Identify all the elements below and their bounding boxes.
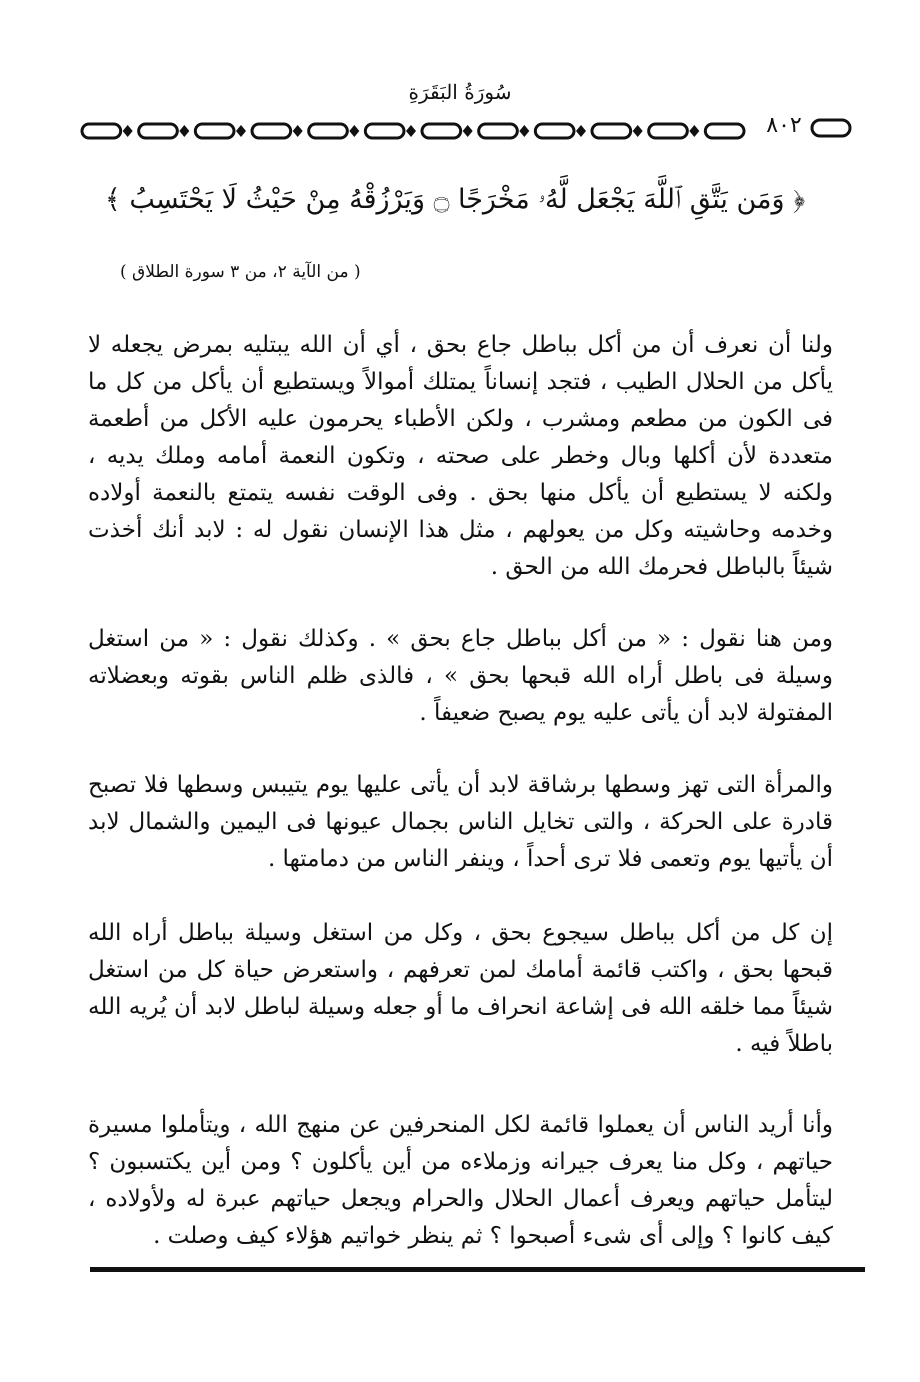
ornament-diamond: [463, 125, 473, 137]
ornament-diamond: [293, 125, 303, 137]
ornament-diamond: [349, 125, 359, 137]
verse-reference: ( من الآية ٢، من ٣ سورة الطلاق ): [120, 262, 361, 282]
quran-verse: ﴿ وَمَن يَتَّقِ ٱللَّهَ يَجْعَل لَّهُۥ مَخْرَجًا ۝ وَيَرْزُقْهُ مِنْ حَيْثُ لَا يَحْتَسِبُ ﴾: [104, 184, 806, 215]
ornament-oval: [705, 124, 744, 138]
ornament-oval: [479, 124, 518, 138]
ornament-oval: [592, 124, 631, 138]
ornament-diamond: [576, 125, 586, 137]
ornament-oval: [649, 124, 688, 138]
ornament-oval: [309, 124, 348, 138]
paragraph-4: إن كل من أكل بباطل سيجوع بحق ، وكل من استغل وسيلة بباطل أراه الله قبحها بحق ، واكتب قائمة أمامك لمن تعرفهم ، واستعرض حياة كل من استغل شيئاً مما خلقه الله فى إشاعة انحراف ما أو جعله وسيلة لباطل لابد أن يُريه الله باطلاً فيه .: [88, 920, 833, 1057]
ornament-oval: [365, 124, 404, 138]
ornament-diamond: [406, 125, 416, 137]
ornament-oval: [82, 124, 121, 138]
ornament-diamond: [236, 125, 246, 137]
ornament-diamond: [689, 125, 699, 137]
ornament-oval: [535, 124, 574, 138]
paragraph-5: وأنا أريد الناس أن يعملوا قائمة لكل المنحرفين عن منهج الله ، ويتأملوا مسيرة حياتهم ، وكل منا يعرف جيرانه وزملاءه من أين يأكلون ؟ ومن أين يكتسبون ؟ ليتأمل حياتهم ويعرف أعمال الحلال والحرام ويجعل حياتهم عبرة له ولأولاده ، كيف كانوا ؟ وإلى أى شىء أصبحوا ؟ ثم ينظر خواتيم هؤلاء كيف وصلت .: [88, 1112, 833, 1249]
paragraph-2: ومن هنا نقول : « من أكل بباطل جاع بحق » . وكذلك نقول : « من استغل وسيلة فى باطل أراه الله قبحها بحق » ، فالذى ظلم الناس بقوته وبعضلاته المفتولة لابد أن يأتى عليه يوم يصبح ضعيفاً .: [88, 626, 833, 726]
ornament-diamond: [519, 125, 529, 137]
ornament-band: [78, 116, 758, 146]
ornament-oval: [252, 124, 291, 138]
ornament-diamond: [179, 125, 189, 137]
footer-rule: [90, 1267, 865, 1272]
paragraph-1: ولنا أن نعرف أن من أكل بباطل جاع بحق ، أي أن الله يبتليه بمرض يجعله لا يأكل من الحلال الطيب ، فتجد إنساناً يمتلك أموالاً ويستطيع أن يأكل من كل ما فى الكون من مطعم ومشرب ، ولكن الأطباء يحرمون عليه الأكل من أطعمة متعددة لأن أكلها وبال وخطر على صحته ، وتكون النعمة أمامه وملك يديه ، ولكنه لا يستطيع أن يأكل منها بحق . وفى الوقت نفسه يتمتع بالنعمة أولاده وخدمه وحاشيته وكل من يعولهم ، مثل هذا الإنسان نقول له : لابد أنك أخذت شيئاً بالباطل فحرمك الله من الحق .: [88, 332, 833, 580]
ornament-diamond: [633, 125, 643, 137]
ornament-oval: [195, 124, 234, 138]
ornament-oval: [139, 124, 178, 138]
ornament-diamond: [123, 125, 133, 137]
surah-title: سُورَةُ البَقَرَةِ: [408, 80, 512, 104]
ornament-oval: [422, 124, 461, 138]
page-number: ٨٠٢: [766, 113, 802, 138]
paragraph-3: والمرأة التى تهز وسطها برشاقة لابد أن يأتى عليها يوم يتيبس وسطها فلا تصبح قادرة على الحركة ، والتى تخايل الناس بجمال عيونها فى اليمين والشمال لابد أن يأتيها يوم وتعمى فلا ترى أحداً ، وينفر الناس من دمامتها .: [88, 772, 833, 872]
header-end-ornament: [810, 118, 852, 138]
